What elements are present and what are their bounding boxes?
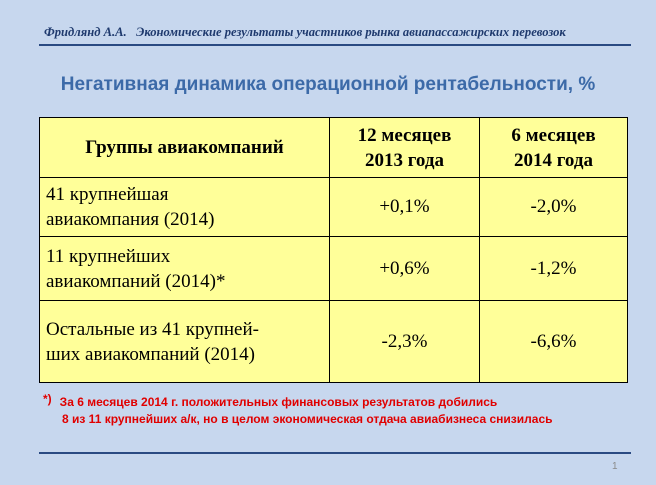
- page-number: 1: [612, 461, 618, 472]
- footnote-marker: *): [43, 392, 52, 406]
- value-2013: +0,6%: [330, 237, 480, 301]
- slide-title: Негативная динамика операционной рентабельности, %: [60, 74, 596, 95]
- footnote-line-2: 8 из 11 крупнейших а/к, но в целом экономическая отдача авиабизнеса снизилась: [62, 412, 553, 426]
- table-row: [40, 237, 628, 301]
- header-divider: [39, 44, 631, 46]
- column-header-12-months-2013: 12 месяцев 2013 года: [330, 118, 480, 178]
- slide-header: Фридлянд А.А. Экономические результаты участников рынка авиапассажирских перевозок: [44, 25, 566, 39]
- column-header-6-months-2014: 6 месяцев 2014 года: [480, 118, 628, 178]
- value-2013: -2,3%: [330, 301, 480, 383]
- value-2014: -2,0%: [480, 178, 628, 237]
- column-header-groups: Группы авиакомпаний: [40, 118, 330, 178]
- table-row: [40, 301, 628, 383]
- value-2014: -6,6%: [480, 301, 628, 383]
- footnote: [43, 394, 553, 428]
- footer-divider: [39, 452, 631, 454]
- row-label: 41 крупнейшая авиакомпания (2014): [40, 178, 330, 237]
- value-2013: +0,1%: [330, 178, 480, 237]
- profitability-table: [39, 117, 628, 383]
- row-label: 11 крупнейших авиакомпаний (2014)*: [40, 237, 330, 301]
- table-header-row: [40, 118, 628, 178]
- footnote-line-1: *) За 6 месяцев 2014 г. положительных финансовых результатов добились: [43, 392, 498, 409]
- row-label: Остальные из 41 крупней- ших авиакомпаний (2014): [40, 301, 330, 383]
- value-2014: -1,2%: [480, 237, 628, 301]
- table-row: [40, 178, 628, 237]
